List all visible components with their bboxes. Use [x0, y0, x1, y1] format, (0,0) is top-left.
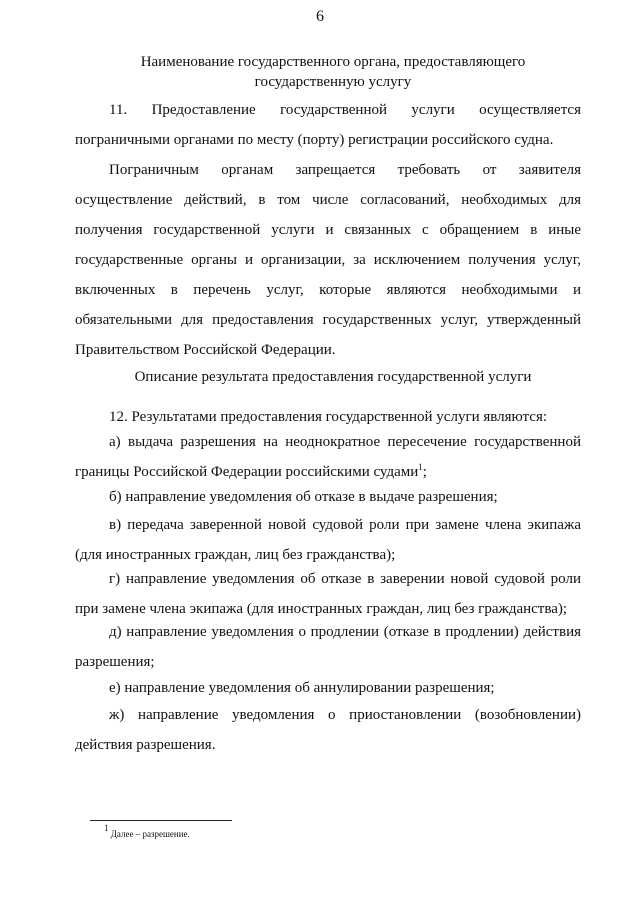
- list-item-v: [75, 510, 581, 570]
- text-line: д) направление уведомления о продлении (отказе в продлении) действия: [109, 624, 581, 640]
- text-line: Пограничным органам запрещается требовать от заявителя: [109, 162, 581, 178]
- paragraph-11: [75, 95, 581, 155]
- item-a-punctuation: ;: [422, 464, 427, 480]
- text-line: 11. Предоставление государственной услуги осуществляется: [109, 102, 581, 118]
- text-line: 12. Результатами предоставления государственной услуги являются:: [109, 409, 548, 425]
- list-item-d: [75, 617, 581, 677]
- text-line: действия разрешения.: [75, 737, 216, 753]
- section-heading-authority: [70, 52, 596, 92]
- text-line: в) передача заверенной новой судовой роли при замене члена экипажа: [109, 517, 581, 533]
- list-item-b: [75, 482, 581, 512]
- text-line: обязательными для предоставления государственных услуг, утвержденный: [75, 312, 581, 328]
- list-item-a: [75, 427, 581, 487]
- section-heading-result: Описание результата предоставления государственной услуги: [134, 369, 532, 385]
- text-line: включенных в перечень услуг, которые являются необходимыми и: [75, 282, 581, 298]
- text-line: б) направление уведомления об отказе в выдаче разрешения;: [109, 489, 498, 505]
- text-line: получения государственной услуги и связанных с обращением в иные: [75, 222, 581, 238]
- item-a-text: границы Российской Федерации российскими судами: [75, 464, 419, 480]
- list-item-g: [75, 564, 581, 624]
- heading-line: Наименование государственного органа, предоставляющего: [140, 54, 526, 70]
- text-line: а) выдача разрешения на неоднократное пересечение государственной: [109, 434, 581, 450]
- footnote-text: Далее – разрешение.: [108, 829, 190, 839]
- footnote-mark: 1: [104, 823, 109, 833]
- text-line: (для иностранных граждан, лиц без гражданства);: [75, 547, 396, 563]
- text-line: разрешения;: [75, 654, 155, 670]
- text-line: ж) направление уведомления о приостановлении (возобновлении): [109, 707, 581, 723]
- text-line: при замене члена экипажа (для иностранных граждан, лиц без гражданства);: [75, 601, 568, 617]
- footnote-reference: 1: [418, 462, 423, 472]
- page-number: 6: [316, 8, 324, 25]
- list-item-zh: [75, 700, 581, 760]
- text-line: е) направление уведомления об аннулировании разрешения;: [109, 680, 495, 696]
- text-line: осуществление действий, в том числе согласований, необходимых для: [75, 192, 581, 208]
- list-item-e: [75, 673, 581, 703]
- footnote-divider: [90, 820, 232, 821]
- text-line: государственные органы и организации, за исключением получения услуг,: [75, 252, 581, 268]
- paragraph-border-authorities: [75, 155, 581, 365]
- footnote: [104, 823, 190, 840]
- heading-line: государственную услугу: [254, 74, 412, 90]
- text-line: Правительством Российской Федерации.: [75, 342, 336, 358]
- text-line: пограничными органами по месту (порту) регистрации российского судна.: [75, 132, 554, 148]
- text-line: г) направление уведомления об отказе в заверении новой судовой роли: [109, 571, 581, 587]
